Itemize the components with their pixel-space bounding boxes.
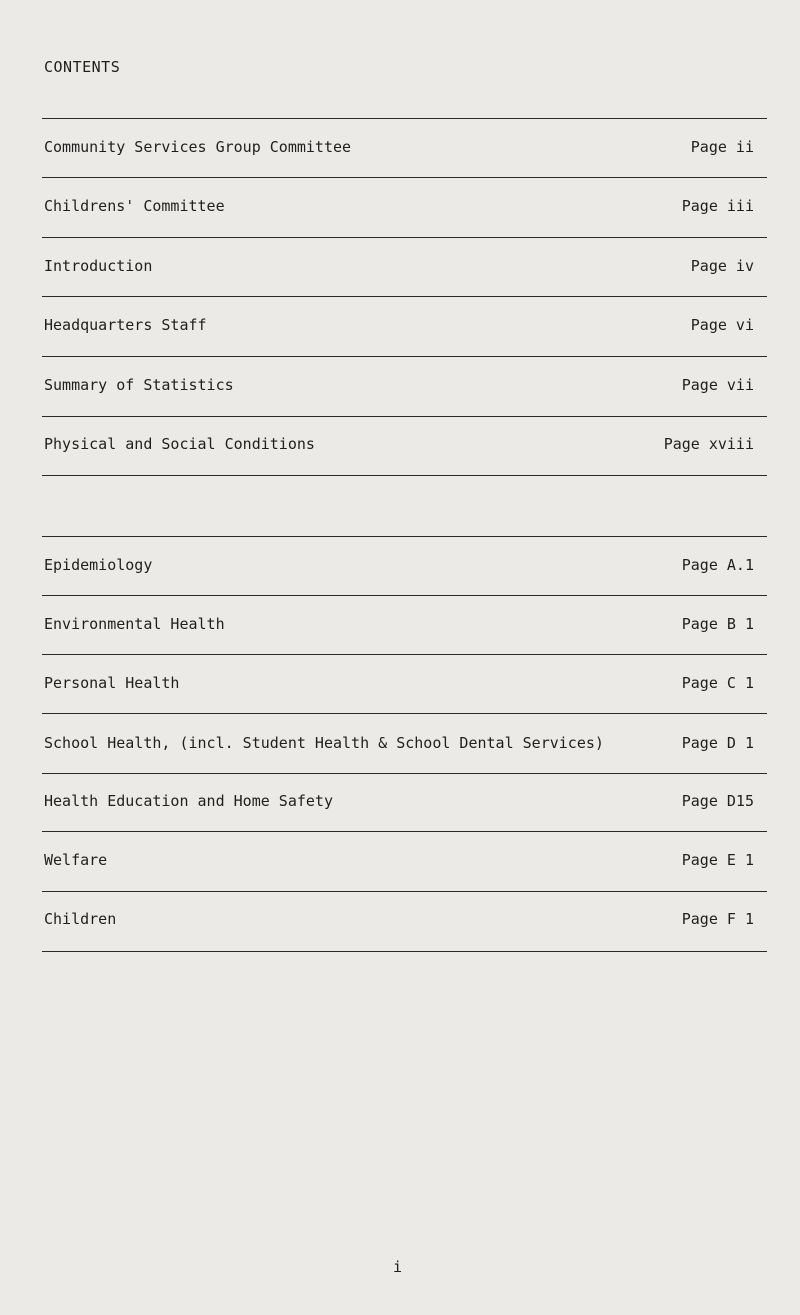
divider <box>42 831 767 832</box>
divider <box>42 654 767 655</box>
toc-entry-page: Page E 1 <box>681 851 754 869</box>
toc-entry-page: Page D 1 <box>681 734 754 752</box>
toc-entry-page: Page ii <box>690 138 754 156</box>
page-title: CONTENTS <box>44 58 121 76</box>
toc-entry-page: Page F 1 <box>681 910 754 928</box>
toc-entry-label: Childrens' Committee <box>44 197 225 215</box>
divider <box>42 296 767 297</box>
toc-entry-label: Epidemiology <box>44 556 153 574</box>
divider <box>42 773 767 774</box>
toc-entry-page: Page vii <box>681 376 754 394</box>
divider <box>42 237 767 238</box>
toc-entry-label: Environmental Health <box>44 615 225 633</box>
toc-entry-label: Personal Health <box>44 674 180 692</box>
divider <box>42 118 767 119</box>
toc-entry-label: Health Education and Home Safety <box>44 792 333 810</box>
toc-entry-label: Introduction <box>44 257 153 275</box>
divider <box>42 356 767 357</box>
divider <box>42 951 767 952</box>
toc-entry-label: Community Services Group Committee <box>44 138 352 156</box>
toc-entry-page: Page C 1 <box>681 674 754 692</box>
toc-entry-page: Page B 1 <box>681 615 754 633</box>
divider <box>42 177 767 178</box>
toc-entry-page: Page vi <box>690 316 754 334</box>
toc-entry-page: Page D15 <box>681 792 754 810</box>
divider <box>42 891 767 892</box>
divider <box>42 416 767 417</box>
toc-entry-label: Physical and Social Conditions <box>44 435 315 453</box>
toc-entry-label: School Health, (incl. Student Health & School Dental Services) <box>44 734 604 752</box>
toc-entry-page: Page A.1 <box>681 556 754 574</box>
divider <box>42 536 767 537</box>
page-number: i <box>393 1258 403 1276</box>
toc-entry-label: Summary of Statistics <box>44 376 234 394</box>
toc-entry-label: Headquarters Staff <box>44 316 207 334</box>
divider <box>42 475 767 476</box>
toc-entry-label: Children <box>44 910 117 928</box>
divider <box>42 713 767 714</box>
toc-entry-page: Page iv <box>690 257 754 275</box>
divider <box>42 595 767 596</box>
toc-entry-page: Page xviii <box>663 435 754 453</box>
toc-entry-page: Page iii <box>681 197 754 215</box>
toc-entry-label: Welfare <box>44 851 108 869</box>
